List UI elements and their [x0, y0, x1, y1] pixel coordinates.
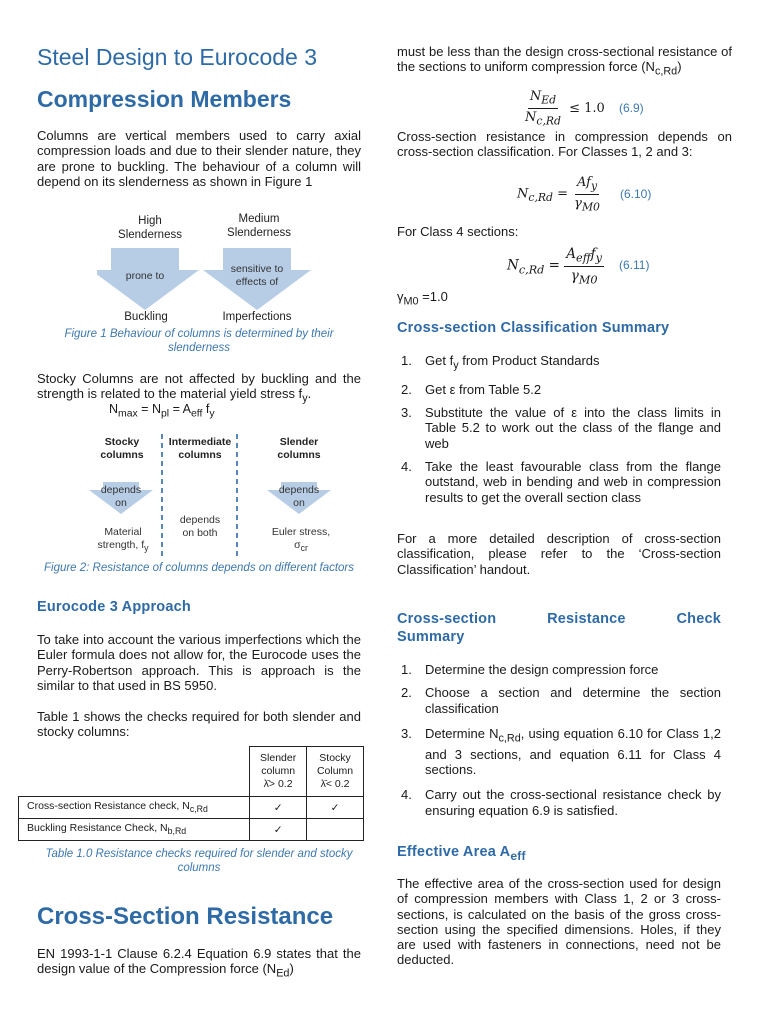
equation-6-9 [523, 89, 605, 127]
fig1-medium-slenderness [209, 212, 309, 240]
eurocode3-approach-heading: Eurocode 3 Approach [37, 599, 191, 615]
eq611-fraction [564, 246, 604, 286]
eq611-num2-sub: y [595, 251, 603, 265]
fig2-arrow1-line1: depends [100, 484, 142, 496]
cont-sub: c,Rd [654, 65, 678, 78]
list-item [397, 382, 721, 397]
stocky-end: . [307, 386, 312, 402]
eq611-lhs: N [507, 257, 519, 274]
eq610-lhs: N [517, 186, 529, 202]
crc-title-line2: Summary [397, 629, 465, 646]
eq69-numerator [528, 89, 558, 109]
eq69-num: N [529, 89, 542, 104]
section-title-compression-members: Compression Members [37, 86, 292, 112]
table-header-slender [250, 747, 307, 797]
table-head2-line3: λ̄< 0.2 [320, 778, 350, 790]
fig2-slender-head [261, 436, 337, 462]
eq611-lhs-sub: c,Rd [518, 263, 545, 277]
eq610-fraction [572, 175, 602, 213]
fig2-col3-head-line1: Slender [279, 436, 319, 448]
fig2-intermediate-head [161, 436, 239, 462]
nmax-a: N [109, 402, 119, 416]
crc-title-line1 [397, 610, 721, 628]
table-row-2-slender: ✓ [250, 819, 307, 841]
classification-summary-heading: Cross-section Classification Summary [397, 320, 670, 336]
eq611-denominator [569, 267, 600, 287]
fig1-high-slenderness [105, 214, 195, 242]
table-header-stocky [307, 747, 364, 797]
figure-1-caption: Figure 1 Behaviour of columns is determined by their slenderness [64, 328, 334, 354]
crc-item-4-number: 4. [401, 787, 412, 803]
table-head2-line1: Stocky [319, 752, 351, 764]
table-row-1-sub: c,Rd [189, 804, 208, 815]
table-row-2-sub: b,Rd [167, 826, 187, 837]
crc-item-3-sub: c,Rd [498, 732, 521, 745]
nmax-d: f [202, 402, 210, 416]
fig2-foot3-line1: Euler stress, [271, 526, 331, 538]
eq610-den: γ [574, 195, 582, 211]
table-head1-line1: Slender [260, 752, 297, 764]
crc-item-2-number: 2. [401, 685, 412, 701]
crc-item-2-text: Choose a section and determine the section classification [425, 685, 721, 716]
fig2-col1-head-line2: columns [100, 449, 144, 461]
nmax-eq: = N [137, 402, 161, 416]
crc-item-3-post: , using equation 6.10 for Class 1,2 and 3 sections, and equation 6.11 for Class 4 sections. [425, 725, 721, 778]
ea-title: Effective Area A [397, 844, 511, 860]
csr-text: EN 1993-1-1 Clause 6.2.4 Equation 6.9 states that the design value of the Compression force (N [37, 946, 361, 977]
table-row-2-label [19, 819, 250, 841]
ccs-item-2-text: Get ε from Table 5.2 [425, 381, 542, 397]
fig2-foot3-line2: σ [294, 539, 301, 551]
nmax-d-sub: y [209, 408, 215, 420]
eq69-rhs: ≤ 1.0 [569, 100, 605, 116]
fig1-left-head-line2: Slenderness [118, 229, 182, 241]
ccs-item-1-pre: Get f [425, 353, 454, 368]
table-row-1-label [19, 797, 250, 819]
fig2-foot3-line2-wrap [261, 539, 341, 555]
list-item [397, 685, 721, 716]
document-title: Steel Design to Eurocode 3 [37, 44, 318, 70]
crc-item-3-pre: Determine N [425, 725, 499, 741]
fig1-right-head-line2: Slenderness [227, 227, 291, 239]
eq610-equals: = [557, 186, 569, 202]
table-1-caption: Table 1.0 Resistance checks required for slender and stocky columns [45, 848, 353, 874]
ccs-item-1-post: from Product Standards [458, 353, 600, 368]
fig1-buckling: Buckling [124, 311, 168, 323]
list-item [397, 405, 721, 451]
eq69-den: N [525, 109, 537, 125]
eq611-num: A [566, 246, 577, 262]
fig1-left-head-line1: High [138, 215, 162, 227]
eq611-num-sub: eff [576, 251, 591, 265]
ccs-item-4-text: Take the least favourable class from the flange outstand, web in bending and web in compression results to get the overall section class [425, 459, 721, 505]
nmax-equation [109, 402, 215, 422]
eq611-equals: = [548, 257, 560, 274]
eq610-denominator [572, 195, 602, 214]
fig2-right-arrow-label [271, 484, 327, 510]
ccs-item-3-text: Substitute the value of ε into the class limits in Table 5.2 to work out the class of the flange and web [425, 405, 721, 451]
eq610-den-sub: M0 [581, 200, 600, 214]
table-row-1-slender: ✓ [250, 797, 307, 819]
fig2-arrow3-line1: depends [278, 484, 320, 496]
eurocode3-paragraph: To take into account the various imperfections which the Euler formula does not allow for, the Eurocode uses the Perry-Robertson approach. This is approach is the similar to that used in BS 5950. [37, 632, 361, 693]
intro-paragraph: Columns are vertical members used to carry axial compression loads and due to their slender nature, they are prone to buckling. The behaviour of a column will depend on its slenderness as shown in Figure 1 [37, 128, 361, 189]
fig2-material-strength [85, 526, 161, 555]
cross-section-resistance-paragraph [37, 946, 361, 982]
eq610-num: Af [576, 175, 591, 190]
eq611-num2: f [590, 246, 596, 262]
csr-sub: Ed [276, 967, 290, 980]
eq610-num-sub: y [590, 179, 598, 193]
gamma-val: =1.0 [418, 289, 448, 304]
ccs-item-1-number: 1. [401, 353, 412, 368]
list-item [397, 787, 721, 818]
figure-2 [85, 432, 361, 560]
table-header-row [19, 747, 364, 797]
fig1-left-arrow-label: prone to [125, 270, 165, 282]
list-item [397, 459, 721, 505]
fig1-right-arrow-line2: effects of [235, 276, 279, 288]
fig2-col2-head-line1: Intermediate [168, 436, 232, 448]
cont-end: ) [677, 59, 682, 75]
crc-item-3-number: 3. [401, 725, 412, 741]
crc-item-4-text: Carry out the cross-sectional resistance check by ensuring equation 6.9 is satisfied. [425, 787, 721, 818]
eq69-denominator [523, 109, 563, 128]
gamma-sub: M0 [403, 295, 419, 308]
equation-6-11 [507, 246, 604, 286]
eq69-num-sub: Ed [541, 93, 557, 107]
csr-end: ) [289, 961, 294, 977]
table-row-1-text: Cross-section Resistance check, N [27, 800, 190, 813]
fig2-col2-head-line2: columns [178, 449, 222, 461]
cont-text: must be less than the design cross-sectional resistance of the sections to uniform compression force (N [397, 44, 732, 75]
ea-title-sub: eff [510, 848, 526, 863]
fig1-right-arrow-line1: sensitive to [230, 263, 284, 275]
eq69-fraction [523, 89, 563, 127]
crc-title-word2: Resistance [547, 611, 626, 627]
cross-section-resistance-heading: Cross-Section Resistance [37, 903, 334, 930]
equation-6-10-number: (6.10) [620, 187, 652, 201]
fig2-foot1-sub: y [144, 543, 149, 554]
table-row [19, 819, 364, 841]
table-intro-paragraph: Table 1 shows the checks required for both slender and stocky columns: [37, 709, 361, 740]
fig2-foot1-line2-wrap [85, 539, 161, 555]
list-item [397, 353, 721, 374]
resistance-check-summary-heading [397, 610, 721, 646]
ccs-item-1-sub: y [453, 359, 459, 372]
list-item [397, 726, 721, 777]
fig2-col3-head-line2: columns [277, 449, 321, 461]
fig2-col1-head-line1: Stocky [104, 436, 140, 448]
fig2-arrow3-line2: on [293, 497, 305, 509]
fig2-mid-line2: on both [182, 527, 218, 539]
stocky-text: Stocky Columns are not affected by buckling and the strength is related to the material yield stress f [37, 371, 361, 402]
fig2-mid-line1: depends [179, 514, 221, 526]
equation-6-9-number: (6.9) [619, 101, 644, 115]
class4-label: For Class 4 sections: [397, 224, 519, 239]
crc-title-word3: Check [676, 611, 721, 627]
resistance-check-list [397, 662, 721, 818]
gamma-m0-value [397, 289, 448, 310]
nmax-b-sub: pl [160, 408, 170, 420]
eq610-lhs-sub: c,Rd [528, 191, 553, 205]
fig2-left-arrow-label [93, 484, 149, 510]
fig2-stocky-head [85, 436, 159, 462]
effective-area-heading [397, 843, 526, 864]
table-head1-line3: λ̄> 0.2 [263, 778, 293, 790]
table-row-2-stocky [307, 819, 364, 841]
figure-2-caption: Figure 2: Resistance of columns depends on different factors [43, 562, 355, 574]
fig2-arrow1-line2: on [115, 497, 127, 509]
classification-reference-paragraph: For a more detailed description of cross-section classification, please refer to the ‘Cross-section Classification’ handout. [397, 531, 721, 577]
crc-item-1-text: Determine the design compression force [425, 662, 659, 677]
ccs-item-2-number: 2. [401, 381, 412, 397]
stocky-sub: y [302, 392, 308, 405]
equation-6-11-number: (6.11) [619, 258, 650, 272]
eq611-den: γ [570, 267, 579, 284]
crc-title-word1: Cross-section [397, 611, 497, 627]
eq611-den-sub: M0 [578, 273, 598, 287]
fig1-right-arrow-label [213, 263, 301, 289]
table-head1-line2: column [261, 765, 296, 777]
ccs-item-4-number: 4. [401, 459, 412, 475]
nmax-a-sub: max [118, 408, 138, 420]
fig1-right-head-line1: Medium [238, 213, 280, 225]
table-header-blank [19, 747, 250, 797]
eq69-den-sub: c,Rd [536, 114, 561, 128]
ccs-item-3-number: 3. [401, 405, 412, 421]
continuation-paragraph [397, 44, 732, 80]
list-item [397, 662, 721, 677]
fig1-imperfections: Imperfections [222, 311, 292, 323]
table-row-1-stocky: ✓ [307, 797, 364, 819]
class123-paragraph: Cross-section resistance in compression depends on cross-section classification. For Classes 1, 2 and 3: [397, 129, 732, 160]
fig2-foot1-line2: strength, f [97, 539, 145, 551]
nmax-c-sub: eff [191, 408, 203, 420]
eq611-numerator [564, 246, 604, 267]
table-head2-line2: Column [316, 765, 354, 777]
equation-6-10 [517, 175, 602, 213]
resistance-checks-table [18, 746, 364, 841]
nmax-eq2: = A [169, 402, 191, 416]
classification-summary-list [397, 353, 721, 505]
effective-area-paragraph: The effective area of the cross-section used for design of compression members with Class 1, 2 or 3 cross-sections, is calculated on the basis of the gross cross-section using the specified dimensions. Holes, if they are used with fasteners in connections, need not be deducted. [397, 876, 721, 968]
table-row [19, 797, 364, 819]
fig2-depends-on-both [167, 514, 233, 540]
fig2-euler-stress [261, 526, 341, 555]
eq610-numerator [575, 175, 599, 195]
table-row-2-text: Buckling Resistance Check, N [27, 822, 168, 835]
fig2-foot1-line1: Material [104, 526, 142, 538]
figure-1 [97, 212, 347, 324]
fig2-foot3-sub: cr [300, 543, 308, 554]
crc-item-1-number: 1. [401, 662, 412, 677]
gamma-sym: γ [397, 289, 404, 304]
